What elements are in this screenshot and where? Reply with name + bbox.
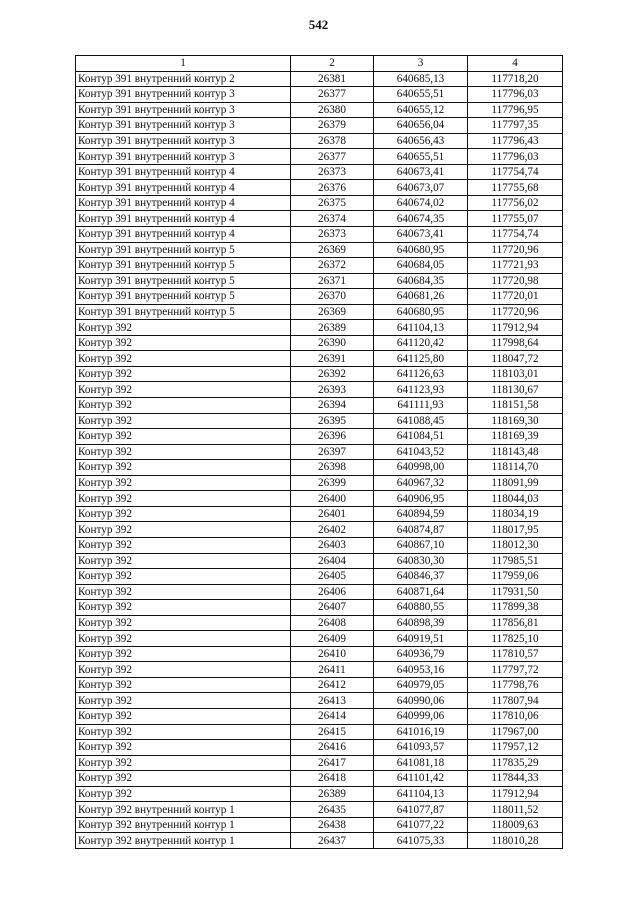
table-row	[76, 584, 563, 600]
x-coordinate-cell: 641084,51	[374, 429, 468, 445]
table-row	[76, 335, 563, 351]
x-coordinate-cell: 640990,06	[374, 693, 468, 709]
point-number-cell: 26418	[291, 771, 374, 787]
point-number-cell: 26396	[291, 429, 374, 445]
y-coordinate-cell: 117756,02	[468, 195, 563, 211]
point-number-cell: 26404	[291, 553, 374, 569]
x-coordinate-cell: 640674,35	[374, 211, 468, 227]
x-coordinate-cell: 640655,51	[374, 87, 468, 103]
point-number-cell: 26395	[291, 413, 374, 429]
y-coordinate-cell: 118091,99	[468, 475, 563, 491]
column-header-1: 1	[76, 56, 291, 72]
contour-name-cell: Контур 392	[76, 677, 291, 693]
x-coordinate-cell: 641043,52	[374, 444, 468, 460]
table-row	[76, 708, 563, 724]
table-row	[76, 242, 563, 258]
contour-name-cell: Контур 392	[76, 553, 291, 569]
point-number-cell: 26373	[291, 164, 374, 180]
table-row	[76, 553, 563, 569]
contour-name-cell: Контур 392	[76, 615, 291, 631]
x-coordinate-cell: 640656,43	[374, 133, 468, 149]
x-coordinate-cell: 641104,13	[374, 786, 468, 802]
x-coordinate-cell: 640680,95	[374, 304, 468, 320]
table-row	[76, 366, 563, 382]
x-coordinate-cell: 641075,33	[374, 833, 468, 849]
point-number-cell: 26402	[291, 522, 374, 538]
table-row	[76, 289, 563, 305]
table-header	[76, 56, 563, 72]
table-row	[76, 600, 563, 616]
contour-name-cell: Контур 392	[76, 429, 291, 445]
x-coordinate-cell: 640871,64	[374, 584, 468, 600]
contour-name-cell: Контур 392	[76, 491, 291, 507]
contour-name-cell: Контур 391 внутренний контур 3	[76, 149, 291, 165]
point-number-cell: 26398	[291, 460, 374, 476]
y-coordinate-cell: 117931,50	[468, 584, 563, 600]
point-number-cell: 26390	[291, 335, 374, 351]
table-row	[76, 537, 563, 553]
contour-name-cell: Контур 392	[76, 335, 291, 351]
table-row	[76, 429, 563, 445]
point-number-cell: 26381	[291, 71, 374, 87]
x-coordinate-cell: 640674,02	[374, 195, 468, 211]
table-row	[76, 413, 563, 429]
x-coordinate-cell: 640919,51	[374, 631, 468, 647]
x-coordinate-cell: 640830,30	[374, 553, 468, 569]
x-coordinate-cell: 641126,63	[374, 366, 468, 382]
x-coordinate-cell: 640684,35	[374, 273, 468, 289]
x-coordinate-cell: 640684,05	[374, 258, 468, 274]
y-coordinate-cell: 118151,58	[468, 398, 563, 414]
y-coordinate-cell: 118010,28	[468, 833, 563, 849]
point-number-cell: 26394	[291, 398, 374, 414]
point-number-cell: 26437	[291, 833, 374, 849]
contour-name-cell: Контур 392	[76, 662, 291, 678]
x-coordinate-cell: 641016,19	[374, 724, 468, 740]
point-number-cell: 26397	[291, 444, 374, 460]
point-number-cell: 26393	[291, 382, 374, 398]
point-number-cell: 26377	[291, 87, 374, 103]
contour-name-cell: Контур 391 внутренний контур 5	[76, 304, 291, 320]
contour-name-cell: Контур 392	[76, 444, 291, 460]
contour-name-cell: Контур 391 внутренний контур 4	[76, 195, 291, 211]
point-number-cell: 26372	[291, 258, 374, 274]
point-number-cell: 26408	[291, 615, 374, 631]
x-coordinate-cell: 640846,37	[374, 569, 468, 585]
contour-name-cell: Контур 392	[76, 506, 291, 522]
table-row	[76, 258, 563, 274]
contour-name-cell: Контур 392	[76, 724, 291, 740]
y-coordinate-cell: 117796,95	[468, 102, 563, 118]
point-number-cell: 26369	[291, 242, 374, 258]
point-number-cell: 26407	[291, 600, 374, 616]
y-coordinate-cell: 117720,01	[468, 289, 563, 305]
contour-name-cell: Контур 392	[76, 398, 291, 414]
y-coordinate-cell: 117810,57	[468, 646, 563, 662]
table-row	[76, 102, 563, 118]
point-number-cell: 26405	[291, 569, 374, 585]
x-coordinate-cell: 640655,51	[374, 149, 468, 165]
y-coordinate-cell: 118143,48	[468, 444, 563, 460]
column-header-4: 4	[468, 56, 563, 72]
point-number-cell: 26389	[291, 320, 374, 336]
contour-name-cell: Контур 392	[76, 537, 291, 553]
y-coordinate-cell: 117967,00	[468, 724, 563, 740]
y-coordinate-cell: 118130,67	[468, 382, 563, 398]
y-coordinate-cell: 118017,95	[468, 522, 563, 538]
point-number-cell: 26389	[291, 786, 374, 802]
x-coordinate-cell: 640880,55	[374, 600, 468, 616]
x-coordinate-cell: 640998,00	[374, 460, 468, 476]
contour-name-cell: Контур 392	[76, 693, 291, 709]
table-row	[76, 569, 563, 585]
contour-name-cell: Контур 392	[76, 351, 291, 367]
y-coordinate-cell: 118114,70	[468, 460, 563, 476]
contour-name-cell: Контур 392	[76, 382, 291, 398]
y-coordinate-cell: 117796,03	[468, 149, 563, 165]
y-coordinate-cell: 117985,51	[468, 553, 563, 569]
x-coordinate-cell: 640673,41	[374, 227, 468, 243]
table-row	[76, 180, 563, 196]
x-coordinate-cell: 640906,95	[374, 491, 468, 507]
contour-name-cell: Контур 391 внутренний контур 2	[76, 71, 291, 87]
table-row	[76, 646, 563, 662]
x-coordinate-cell: 641120,42	[374, 335, 468, 351]
table-row	[76, 195, 563, 211]
point-number-cell: 26403	[291, 537, 374, 553]
contour-name-cell: Контур 392	[76, 631, 291, 647]
point-number-cell: 26400	[291, 491, 374, 507]
contour-name-cell: Контур 392	[76, 786, 291, 802]
point-number-cell: 26417	[291, 755, 374, 771]
y-coordinate-cell: 117810,06	[468, 708, 563, 724]
table-row	[76, 398, 563, 414]
point-number-cell: 26380	[291, 102, 374, 118]
table-row	[76, 693, 563, 709]
point-number-cell: 26435	[291, 802, 374, 818]
y-coordinate-cell: 118011,52	[468, 802, 563, 818]
point-number-cell: 26401	[291, 506, 374, 522]
y-coordinate-cell: 117721,93	[468, 258, 563, 274]
contour-name-cell: Контур 392	[76, 413, 291, 429]
header-row	[76, 56, 563, 72]
y-coordinate-cell: 118103,01	[468, 366, 563, 382]
contour-name-cell: Контур 391 внутренний контур 5	[76, 273, 291, 289]
contour-name-cell: Контур 392	[76, 522, 291, 538]
contour-name-cell: Контур 392	[76, 708, 291, 724]
y-coordinate-cell: 117797,35	[468, 118, 563, 134]
contour-name-cell: Контур 392	[76, 569, 291, 585]
table-body	[76, 71, 563, 848]
y-coordinate-cell: 117796,03	[468, 87, 563, 103]
contour-name-cell: Контур 392	[76, 366, 291, 382]
table-row	[76, 724, 563, 740]
x-coordinate-cell: 640681,26	[374, 289, 468, 305]
contour-name-cell: Контур 391 внутренний контур 4	[76, 211, 291, 227]
table-row	[76, 817, 563, 833]
y-coordinate-cell: 117998,64	[468, 335, 563, 351]
contour-name-cell: Контур 392 внутренний контур 1	[76, 802, 291, 818]
coordinates-table	[75, 55, 563, 849]
table-row	[76, 273, 563, 289]
contour-name-cell: Контур 392	[76, 600, 291, 616]
y-coordinate-cell: 118169,39	[468, 429, 563, 445]
y-coordinate-cell: 117798,76	[468, 677, 563, 693]
y-coordinate-cell: 117856,81	[468, 615, 563, 631]
table-row	[76, 320, 563, 336]
point-number-cell: 26411	[291, 662, 374, 678]
x-coordinate-cell: 640673,07	[374, 180, 468, 196]
contour-name-cell: Контур 392	[76, 320, 291, 336]
y-coordinate-cell: 118169,30	[468, 413, 563, 429]
x-coordinate-cell: 641111,93	[374, 398, 468, 414]
contour-name-cell: Контур 392	[76, 646, 291, 662]
point-number-cell: 26375	[291, 195, 374, 211]
contour-name-cell: Контур 392 внутренний контур 1	[76, 833, 291, 849]
contour-name-cell: Контур 391 внутренний контур 3	[76, 102, 291, 118]
point-number-cell: 26399	[291, 475, 374, 491]
y-coordinate-cell: 117796,43	[468, 133, 563, 149]
contour-name-cell: Контур 392	[76, 740, 291, 756]
x-coordinate-cell: 640874,87	[374, 522, 468, 538]
contour-name-cell: Контур 392 внутренний контур 1	[76, 817, 291, 833]
table-row	[76, 677, 563, 693]
table-row	[76, 771, 563, 787]
y-coordinate-cell: 118044,03	[468, 491, 563, 507]
contour-name-cell: Контур 392	[76, 755, 291, 771]
point-number-cell: 26392	[291, 366, 374, 382]
y-coordinate-cell: 118047,72	[468, 351, 563, 367]
table-row	[76, 227, 563, 243]
point-number-cell: 26376	[291, 180, 374, 196]
contour-name-cell: Контур 391 внутренний контур 4	[76, 164, 291, 180]
contour-name-cell: Контур 391 внутренний контур 5	[76, 242, 291, 258]
y-coordinate-cell: 117844,33	[468, 771, 563, 787]
y-coordinate-cell: 117755,68	[468, 180, 563, 196]
x-coordinate-cell: 640967,32	[374, 475, 468, 491]
contour-name-cell: Контур 392	[76, 771, 291, 787]
column-header-2: 2	[291, 56, 374, 72]
x-coordinate-cell: 641093,57	[374, 740, 468, 756]
x-coordinate-cell: 640898,39	[374, 615, 468, 631]
point-number-cell: 26370	[291, 289, 374, 305]
y-coordinate-cell: 118034,19	[468, 506, 563, 522]
y-coordinate-cell: 118012,30	[468, 537, 563, 553]
x-coordinate-cell: 640655,12	[374, 102, 468, 118]
point-number-cell: 26412	[291, 677, 374, 693]
x-coordinate-cell: 640953,16	[374, 662, 468, 678]
x-coordinate-cell: 640894,59	[374, 506, 468, 522]
table-row	[76, 304, 563, 320]
point-number-cell: 26378	[291, 133, 374, 149]
contour-name-cell: Контур 392	[76, 584, 291, 600]
table-row	[76, 460, 563, 476]
point-number-cell: 26374	[291, 211, 374, 227]
point-number-cell: 26410	[291, 646, 374, 662]
contour-name-cell: Контур 392	[76, 475, 291, 491]
contour-name-cell: Контур 391 внутренний контур 4	[76, 180, 291, 196]
y-coordinate-cell: 117718,20	[468, 71, 563, 87]
page-number: 542	[308, 17, 329, 32]
y-coordinate-cell: 117720,96	[468, 304, 563, 320]
table-row	[76, 786, 563, 802]
point-number-cell: 26416	[291, 740, 374, 756]
y-coordinate-cell: 117835,29	[468, 755, 563, 771]
table-row	[76, 475, 563, 491]
point-number-cell: 26371	[291, 273, 374, 289]
table-row	[76, 211, 563, 227]
x-coordinate-cell: 640999,06	[374, 708, 468, 724]
table-row	[76, 833, 563, 849]
table-row	[76, 631, 563, 647]
x-coordinate-cell: 640656,04	[374, 118, 468, 134]
table-row	[76, 133, 563, 149]
table-row	[76, 87, 563, 103]
y-coordinate-cell: 118009,63	[468, 817, 563, 833]
table-row	[76, 755, 563, 771]
x-coordinate-cell: 641104,13	[374, 320, 468, 336]
point-number-cell: 26379	[291, 118, 374, 134]
contour-name-cell: Контур 391 внутренний контур 3	[76, 118, 291, 134]
point-number-cell: 26373	[291, 227, 374, 243]
table-row	[76, 615, 563, 631]
table-row	[76, 802, 563, 818]
point-number-cell: 26414	[291, 708, 374, 724]
table-row	[76, 662, 563, 678]
table-row	[76, 149, 563, 165]
x-coordinate-cell: 641077,87	[374, 802, 468, 818]
contour-name-cell: Контур 391 внутренний контур 4	[76, 227, 291, 243]
contour-name-cell: Контур 391 внутренний контур 5	[76, 289, 291, 305]
y-coordinate-cell: 117754,74	[468, 227, 563, 243]
column-header-3: 3	[374, 56, 468, 72]
contour-name-cell: Контур 391 внутренний контур 3	[76, 133, 291, 149]
point-number-cell: 26369	[291, 304, 374, 320]
x-coordinate-cell: 641101,42	[374, 771, 468, 787]
point-number-cell: 26391	[291, 351, 374, 367]
y-coordinate-cell: 117720,96	[468, 242, 563, 258]
table-row	[76, 491, 563, 507]
table-row	[76, 118, 563, 134]
table-row	[76, 164, 563, 180]
table-row	[76, 351, 563, 367]
x-coordinate-cell: 641123,93	[374, 382, 468, 398]
x-coordinate-cell: 640867,10	[374, 537, 468, 553]
table-row	[76, 382, 563, 398]
y-coordinate-cell: 117957,12	[468, 740, 563, 756]
point-number-cell: 26409	[291, 631, 374, 647]
x-coordinate-cell: 640673,41	[374, 164, 468, 180]
point-number-cell: 26413	[291, 693, 374, 709]
y-coordinate-cell: 117899,38	[468, 600, 563, 616]
y-coordinate-cell: 117807,94	[468, 693, 563, 709]
point-number-cell: 26438	[291, 817, 374, 833]
contour-name-cell: Контур 391 внутренний контур 3	[76, 87, 291, 103]
x-coordinate-cell: 640979,05	[374, 677, 468, 693]
x-coordinate-cell: 640936,79	[374, 646, 468, 662]
point-number-cell: 26406	[291, 584, 374, 600]
x-coordinate-cell: 641077,22	[374, 817, 468, 833]
y-coordinate-cell: 117755,07	[468, 211, 563, 227]
x-coordinate-cell: 640680,95	[374, 242, 468, 258]
x-coordinate-cell: 641088,45	[374, 413, 468, 429]
table-row	[76, 444, 563, 460]
y-coordinate-cell: 117797,72	[468, 662, 563, 678]
x-coordinate-cell: 641081,18	[374, 755, 468, 771]
point-number-cell: 26415	[291, 724, 374, 740]
table-row	[76, 506, 563, 522]
y-coordinate-cell: 117959,06	[468, 569, 563, 585]
contour-name-cell: Контур 391 внутренний контур 5	[76, 258, 291, 274]
x-coordinate-cell: 640685,13	[374, 71, 468, 87]
point-number-cell: 26377	[291, 149, 374, 165]
y-coordinate-cell: 117912,94	[468, 786, 563, 802]
x-coordinate-cell: 641125,80	[374, 351, 468, 367]
contour-name-cell: Контур 392	[76, 460, 291, 476]
y-coordinate-cell: 117720,98	[468, 273, 563, 289]
y-coordinate-cell: 117912,94	[468, 320, 563, 336]
y-coordinate-cell: 117754,74	[468, 164, 563, 180]
y-coordinate-cell: 117825,10	[468, 631, 563, 647]
table-row	[76, 740, 563, 756]
table-row	[76, 522, 563, 538]
table-row	[76, 71, 563, 87]
